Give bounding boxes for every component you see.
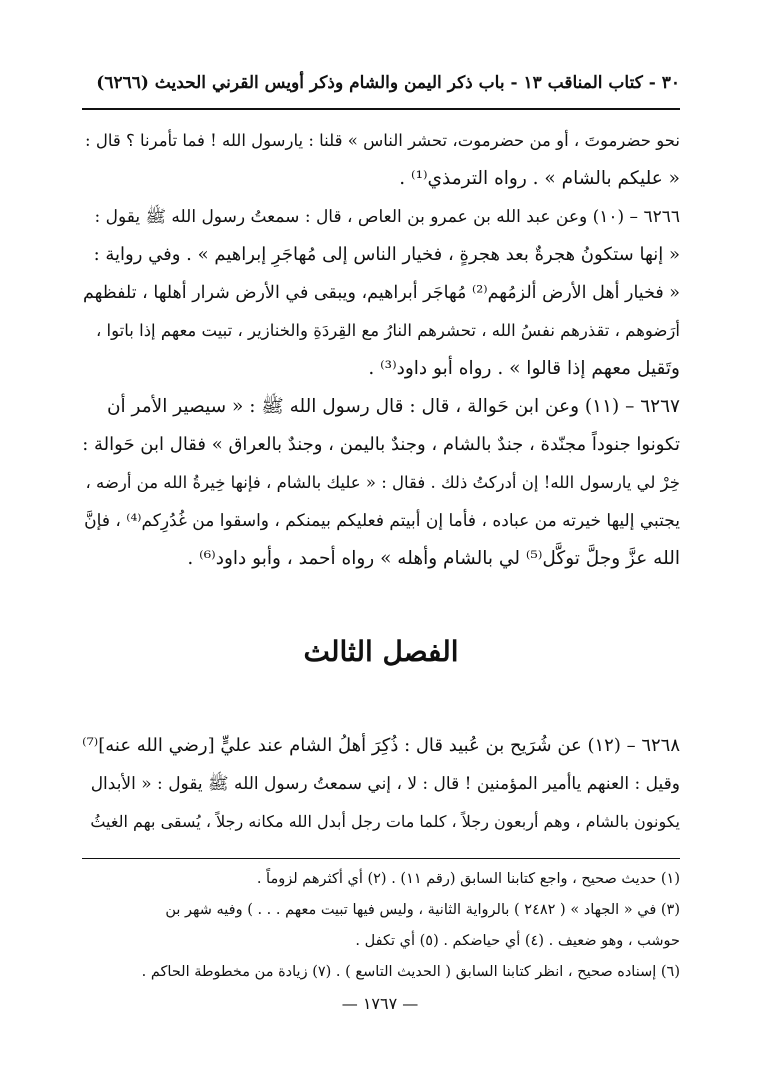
footnote-line: (١) حديث صحيح ، واجع كتابنا السابق (رقم ١١) . (٢) أي أكثرهم لزوماً . [256,871,680,887]
footnotes [82,864,680,988]
text-line: الله عزَّ وجلَّ توكَّل⁽⁵⁾ لي بالشام وأهله » رواه أحمد ، وأبو داود⁽⁶⁾ . [187,548,680,569]
hadith-6268-line: ٦٢٦٨ – (١٢) عن شُرَيح بن عُبيد قال : ذُكِرَ أهلُ الشام عند عليٍّ [رضي الله عنه]⁽⁷⁾ [82,735,680,756]
running-header: ٣٠ - كتاب المناقب ١٣ - باب ذكر اليمن والشام وذكر أويس القرني الحديث (٦٢٦٦) [96,73,680,93]
text-line: خِرْ لي يارسول الله! إن أدركتُ ذلك . فقال : « عليك بالشام ، فإنها خِيرةُ الله من أرضه ، [85,473,680,492]
text-line: أرَضوهم ، تقذرهم نفسُ الله ، تحشرهم النارُ مع القِردَةِ والخنازير ، تبيت معهم إذا باتوا ، [95,321,680,340]
hadith-6267-line: ٦٢٦٧ – (١١) وعن ابن حَوالة ، قال : قال رسول الله ﷺ : « سيصير الأمر أن [106,396,680,417]
header-rule [82,108,680,110]
text-line: وتَقيل معهم إذا قالوا » . رواه أبو داود⁽³⁾ . [368,358,680,379]
text-line: « عليكم بالشام » . رواه الترمذي⁽¹⁾ . [399,168,680,189]
footnote-line: (٣) في « الجهاد » ( ٢٤٨٢ ) بالرواية الثانية ، وليس فيها تبيت معهم . . . ) وفيه شهر بن [165,902,680,918]
page-number: — ١٧٦٧ — [341,994,419,1013]
main-text-top [82,122,680,578]
main-text-bottom [82,727,680,841]
text-line: تكونوا جنوداً مجنّدة ، جندٌ بالشام ، وجندٌ باليمن ، وجندٌ بالعراق » فقال ابن حَوالة : [82,434,680,455]
footnote-line: حوشب ، وهو ضعيف . (٤) أي حياضكم . (٥) أي تكفل . [355,933,680,949]
text-line: « فخيار أهل الأرض ألزمُهم⁽²⁾ مُهاجَر أبراهيم، ويبقى في الأرض شرار أهلها ، تلفظهم [83,283,680,303]
text-line: نحو حضرموتَ ، أو من حضرموت، تحشر الناس » قلنا : يارسول الله ! فما تأمرنا ؟ قال : [85,131,680,150]
text-line: وقيل : العنهم ياأمير المؤمنين ! قال : لا ، إني سمعتُ رسول الله ﷺ يقول : « الأبدال [90,774,680,794]
section-title: الفصل الثالث [303,635,459,668]
footnote-rule [82,858,680,859]
text-line: « إنها ستكونُ هجرةٌ بعد هجرةٍ ، فخيار الناس إلى مُهاجَرِ إبراهيم » . وفي رواية : [93,244,680,265]
hadith-6266-line: ٦٢٦٦ – (١٠) وعن عبد الله بن عمرو بن العاص ، قال : سمعتُ رسول الله ﷺ يقول : [94,207,680,227]
footnote-line: (٦) إسناده صحيح ، انظر كتابنا السابق ( الحديث التاسع ) . (٧) زيادة من مخطوطة الحاكم . [141,964,680,980]
text-line: يكونون بالشام ، وهم أربعون رجلاً ، كلما مات رجل أبدل الله مكانه رجلاً ، يُسقى بهم الغيثُ [90,812,680,831]
text-line: يجتبي إليها خيرته من عباده ، فأما إن أبيتم فعليكم بيمنكم ، واسقوا من غُدُرِكم⁽⁴⁾ ، فإنَّ [84,511,680,531]
